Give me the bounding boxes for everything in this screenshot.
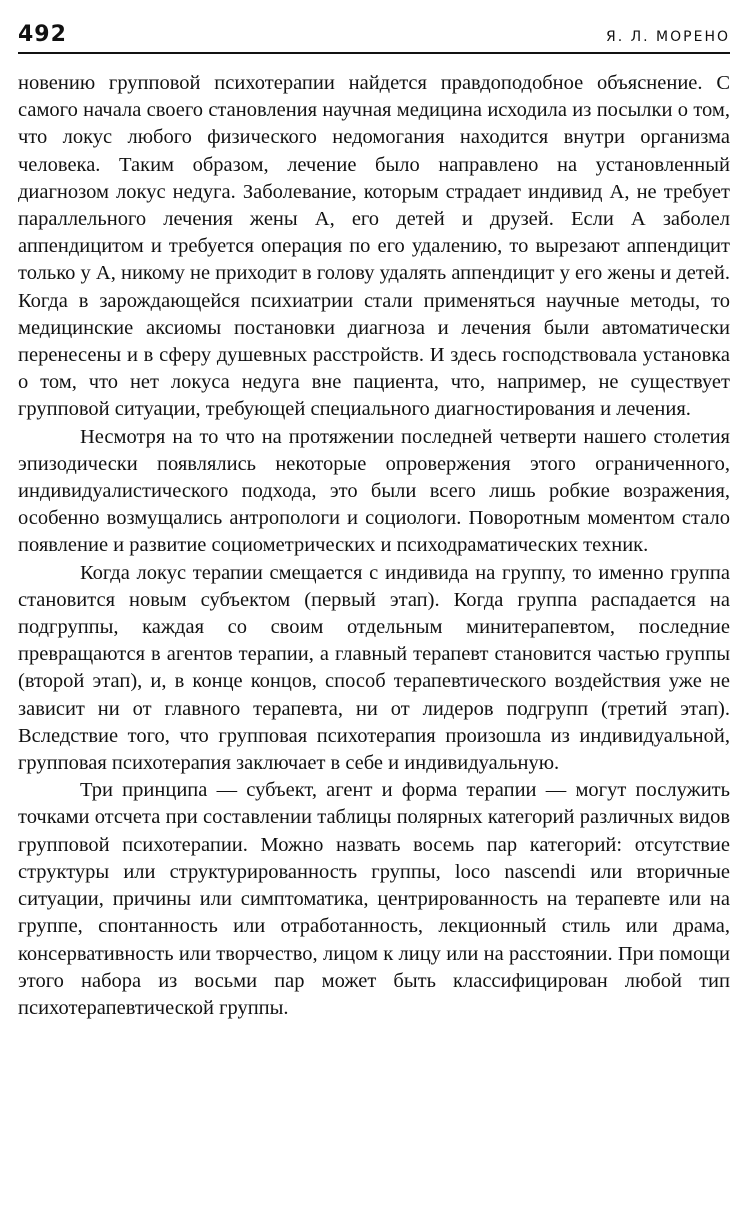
paragraph: Три принципа — субъект, агент и форма терапии — могут послужить точками отсчета при составлении таблицы полярных категорий различных видов групповой психотерапии. Можно назвать восемь пар категорий: отсутствие структуры или структурированность группы, loco nascendi или вторичные ситуации, причины или симптоматика, центрированность на терапевте или на группе, спонтанность или отработанность, лекционный стиль или драма, консервативность или творчество, лицом к лицу или на расстоянии. При помощи этого набора из восьми пар может быть классифицирован любой тип психотерапевтической группы. [18,779,730,1019]
body-text [18,70,730,1022]
running-head-author: Я. Л. МОРЕНО [606,29,730,45]
paragraph: Когда локус терапии смещается с индивида на группу, то именно группа становится новым субъектом (первый этап). Когда группа распадается на подгруппы, каждая со своим отдельным минитерапевтом, последние превращаются в агентов терапии, а главный терапевт становится частью группы (второй этап), и, в конце концов, способ терапевтического воздействия уже не зависит ни от главного терапевта, ни от лидеров подгрупп (третий этап). Вследствие того, что групповая психотерапия произошла из индивидуальной, групповая психотерапия заключает в себе и индивидуальную. [18,561,730,775]
page-number: 492 [18,22,67,47]
paragraph-continued: новению групповой психотерапии найдется правдоподобное объяснение. С самого начала своего становления научная медицина исходила из посылки о том, что локус любого физического недомогания находится внутри организма человека. Таким образом, лечение было направлено на установленный диагнозом локус недуга. Заболевание, которым страдает индивид А, не требует параллельного лечения жены А, его детей и друзей. Если А заболел аппендицитом и требуется операция по его удалению, то вырезают аппендицит только у А, никому не приходит в голову удалять аппендицит у его жены и детей. Когда в зарождающейся психиатрии стали применяться научные методы, то медицинские аксиомы постановки диагноза и лечения были автоматически перенесены и в сферу душевных расстройств. И здесь господствовала установка о том, что нет локуса недуга вне пациента, что, например, не существует групповой ситуации, требующей специального диагностирования и лечения. [18,72,730,421]
book-page [18,14,730,1209]
running-head [18,14,730,54]
paragraph: Несмотря на то что на протяжении последней четверти нашего столетия эпизодически появлялись некоторые опровержения этого ограниченного, индивидуалистического подхода, это были всего лишь робкие возражения, особенно возмущались антропологи и социологи. Поворотным моментом стало появление и развитие социометрических и психодраматических техник. [18,425,730,557]
